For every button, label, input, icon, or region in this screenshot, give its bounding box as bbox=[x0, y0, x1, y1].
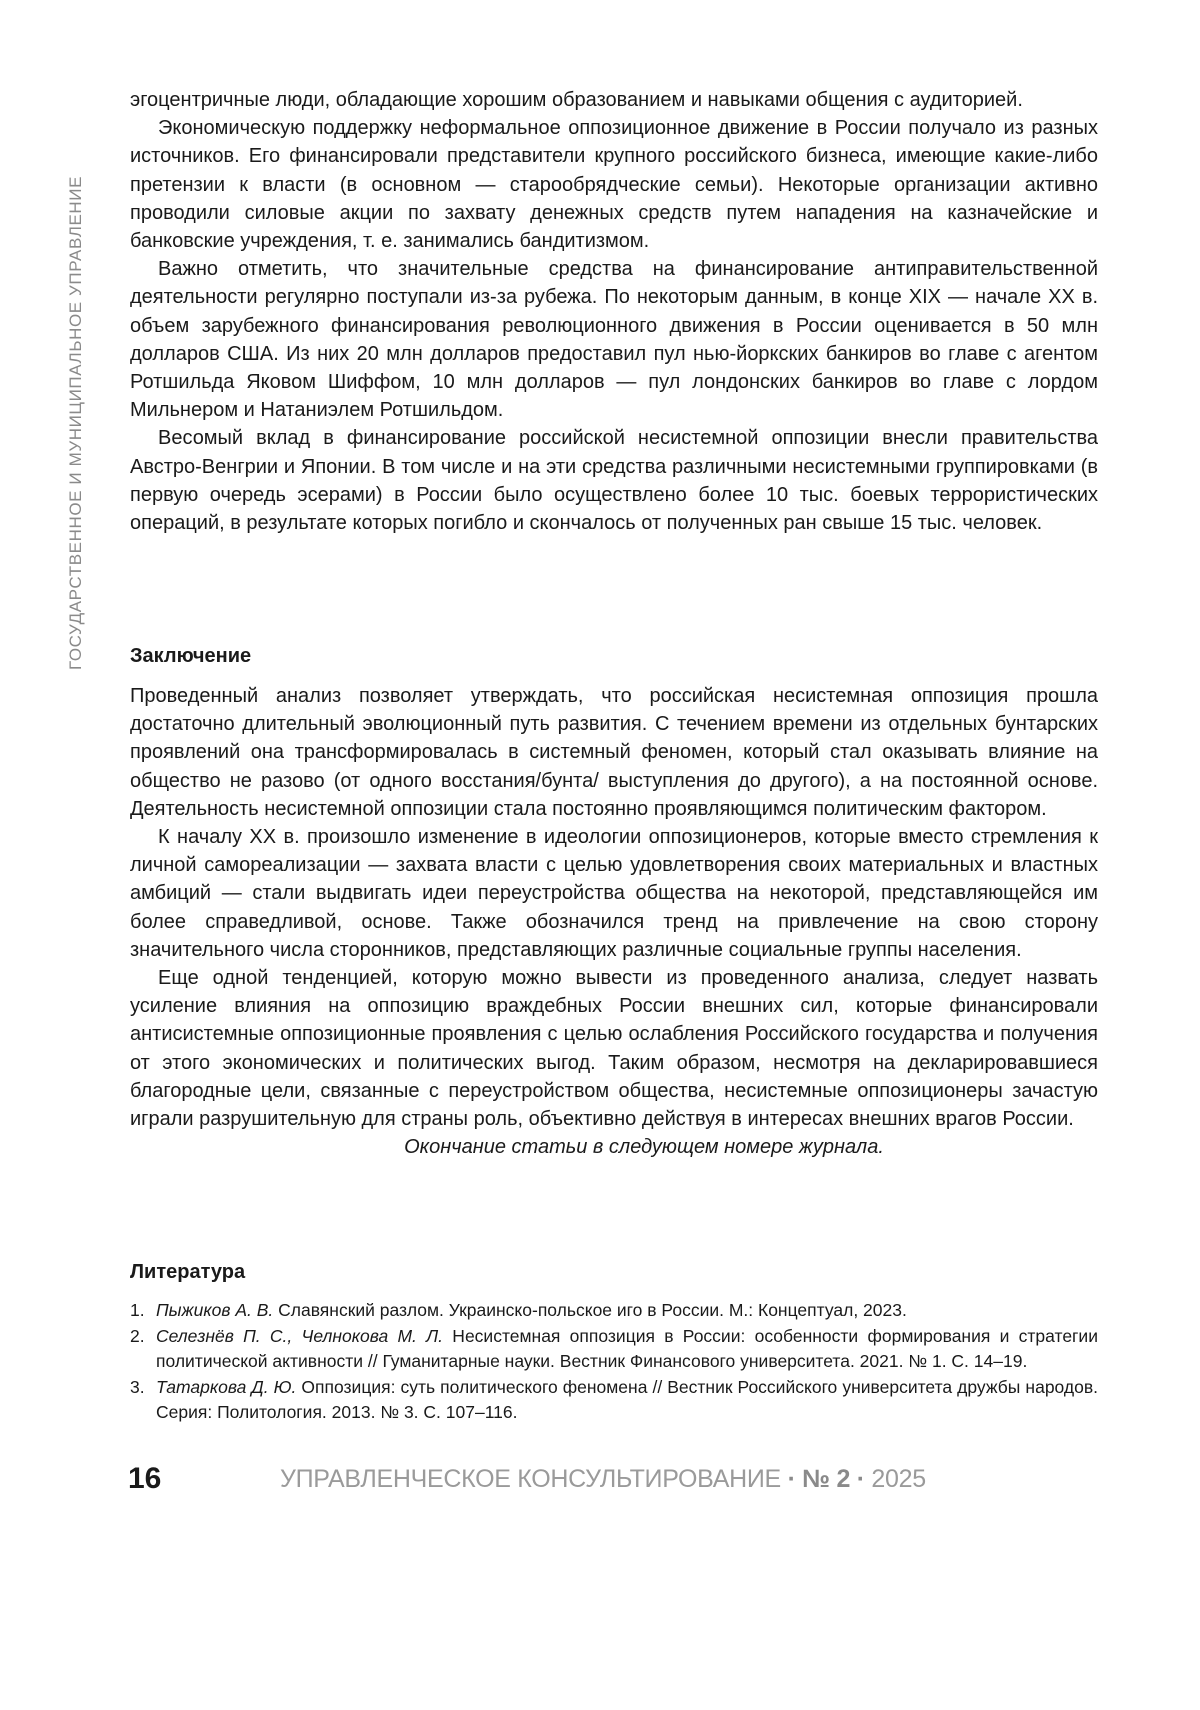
journal-title bbox=[280, 1465, 926, 1494]
references-section bbox=[130, 1258, 1098, 1426]
issue-year: 2025 bbox=[871, 1465, 925, 1493]
separator: · bbox=[788, 1465, 796, 1493]
paragraph: Весомый вклад в финансирование российской несистемной оппозиции внесли правительства Австро-Венгрии и Японии. В том числе и на эти средства различными несистемными группировками (в первую очередь эсерами) в России было осуществлено более 10 тыс. боевых террористических операций, в результате которых погибло и скончалось от полученных ран свыше 15 тыс. человек. bbox=[130, 424, 1098, 537]
reference-number: 2. bbox=[130, 1324, 145, 1350]
paragraph: эгоцентричные люди, обладающие хорошим образованием и навыками общения с аудиторией. bbox=[130, 86, 1098, 114]
section-side-title: ГОСУДАРСТВЕННОЕ И МУНИЦИПАЛЬНОЕ УПРАВЛЕНИЕ bbox=[66, 90, 86, 670]
page-number: 16 bbox=[128, 1462, 161, 1496]
paragraph: Еще одной тенденцией, которую можно вывести из проведенного анализа, следует назвать усиление влияния на оппозицию враждебных России внешних сил, которые финансировали антисистемные оппозиционные проявления с целью ослабления Российского государства и получения от этого экономических и политических выгод. Таким образом, несмотря на декларировавшиеся благородные цели, связанные с переустройством общества, несистемные оппозиционеры зачастую играли разрушительную для страны роль, объективно действуя в интересах внешних врагов России. bbox=[130, 964, 1098, 1133]
reference-author: Пыжиков А. В. bbox=[156, 1300, 273, 1320]
continuation-note: Окончание статьи в следующем номере журнала. bbox=[130, 1133, 1098, 1161]
conclusion-section bbox=[130, 642, 1098, 1161]
reference-item bbox=[130, 1324, 1098, 1375]
reference-item bbox=[130, 1298, 1098, 1324]
journal-name: УПРАВЛЕНЧЕСКОЕ КОНСУЛЬТИРОВАНИЕ bbox=[280, 1465, 781, 1493]
page-footer bbox=[128, 1462, 1108, 1502]
references-heading: Литература bbox=[130, 1258, 1098, 1286]
reference-list bbox=[130, 1298, 1098, 1426]
reference-text: Несистемная оппозиция в России: особенности формирования и стратегии политической активности // Гуманитарные науки. Вестник Финансового университета. 2021. № 1. С. 14–19. bbox=[156, 1326, 1098, 1372]
reference-text: Оппозиция: суть политического феномена // Вестник Российского университета дружбы народов. Серия: Политология. 2013. № 3. С. 107–116. bbox=[156, 1377, 1098, 1423]
reference-text: Славянский разлом. Украинско-польское иго в России. М.: Концептуал, 2023. bbox=[273, 1300, 907, 1320]
body-text bbox=[130, 86, 1098, 537]
reference-author: Татаркова Д. Ю. bbox=[156, 1377, 296, 1397]
reference-author: Селезнёв П. С., Челнокова М. Л. bbox=[156, 1326, 443, 1346]
paragraph: Экономическую поддержку неформальное оппозиционное движение в России получало из разных источников. Его финансировали представители крупного российского бизнеса, имеющие какие-либо претензии к власти (в основном — старообрядческие семьи). Некоторые организации активно проводили силовые акции по захвату денежных средств путем нападения на казначейские и банковские учреждения, т. е. занимались бандитизмом. bbox=[130, 114, 1098, 255]
paragraph: К началу XX в. произошло изменение в идеологии оппозиционеров, которые вместо стремления к личной самореализации — захвата власти с целью удовлетворения своих материальных и властных амбиций — стали выдвигать идеи переустройства общества на некоторой, представляющейся им более справедливой, основе. Также обозначился тренд на привлечение на свою сторону значительного числа сторонников, представляющих различные социальные группы населения. bbox=[130, 823, 1098, 964]
reference-item bbox=[130, 1375, 1098, 1426]
paragraph: Проведенный анализ позволяет утверждать, что российская несистемная оппозиция прошла достаточно длительный эволюционный путь развития. С течением времени из отдельных бунтарских проявлений она трансформировалась в системный феномен, который стал оказывать влияние на общество не разово (от одного восстания/бунта/ выступления до другого), а на постоянной основе. Деятельность несистемной оппозиции стала постоянно проявляющимся политическим фактором. bbox=[130, 682, 1098, 823]
separator: · bbox=[857, 1465, 865, 1493]
reference-number: 1. bbox=[130, 1298, 145, 1324]
issue-number: № 2 bbox=[802, 1465, 850, 1493]
conclusion-heading: Заключение bbox=[130, 642, 1098, 670]
paragraph: Важно отметить, что значительные средства на финансирование антиправительственной деятельности регулярно поступали из-за рубежа. По некоторым данным, в конце XIX — начале XX в. объем зарубежного финансирования революционного движения в России оценивается в 50 млн долларов США. Из них 20 млн долларов предоставил пул нью-йоркских банкиров во главе с агентом Ротшильда Яковом Шиффом, 10 млн долларов — пул лондонских банкиров во главе с лордом Мильнером и Натаниэлем Ротшильдом. bbox=[130, 255, 1098, 424]
reference-number: 3. bbox=[130, 1375, 145, 1401]
